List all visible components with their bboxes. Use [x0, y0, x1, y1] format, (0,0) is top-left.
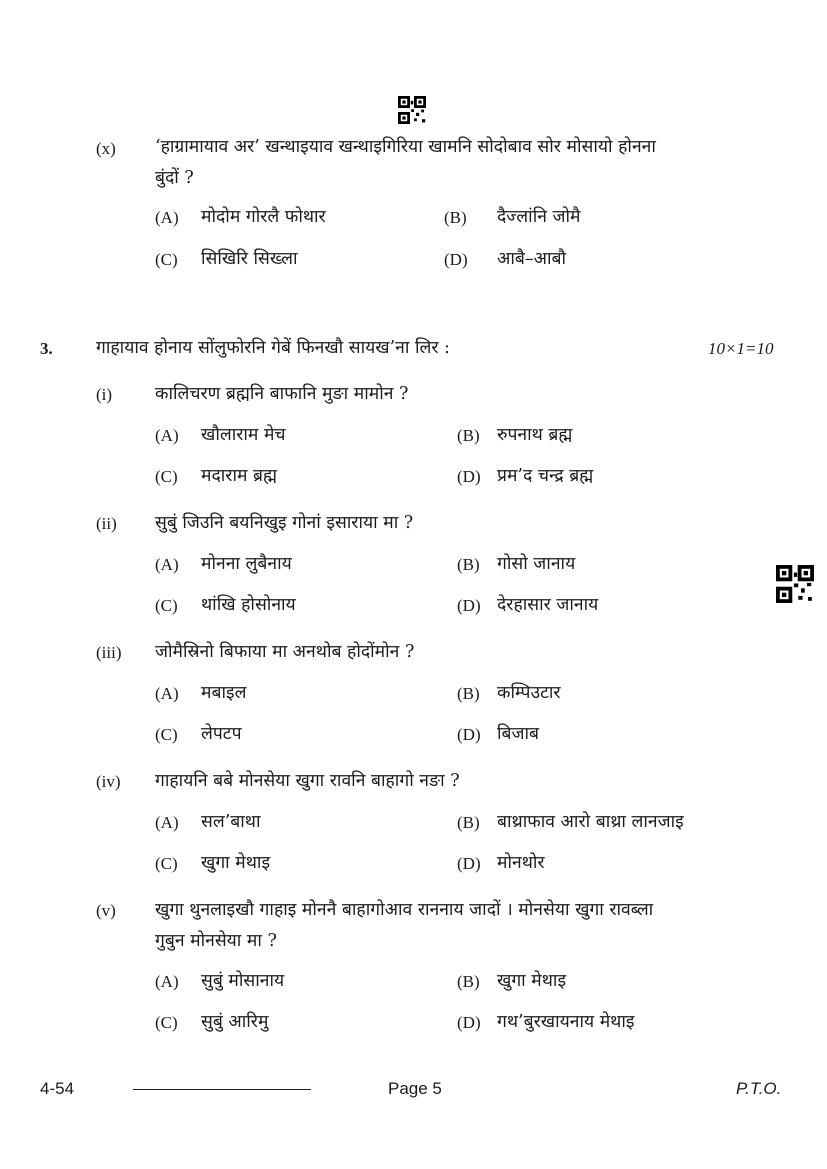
- option-text: प्रम’द चन्द्र ब्रह्म: [497, 466, 594, 486]
- option-label: (A): [155, 555, 179, 574]
- option-text: मोनना लुबैनाय: [201, 554, 292, 574]
- option-text: गोसो जानाय: [497, 554, 576, 574]
- option-label: (C): [155, 467, 178, 486]
- question-text: सुबुं जिउनि बयनिखुइ गोनां इसाराया मा ?: [155, 513, 414, 533]
- option-label: (B): [457, 972, 480, 991]
- option-label: (D): [444, 250, 468, 269]
- question-text: जोमैस्रिनो बिफाया मा अनथोब होदोंमोन ?: [155, 642, 415, 662]
- option-text: मबाइल: [201, 683, 247, 703]
- paper-code: 4-54: [40, 1079, 75, 1098]
- footer-rule: [133, 1089, 311, 1090]
- option-label: (B): [457, 555, 480, 574]
- question-number: (iv): [96, 772, 121, 791]
- option-text: आबै–आबौ: [497, 249, 567, 269]
- option-label: (C): [155, 854, 178, 873]
- option-label: (B): [457, 813, 480, 832]
- option-label: (C): [155, 250, 178, 269]
- option-label: (D): [457, 596, 481, 615]
- option-text: गथ’बुरखायनाय मेथाइ: [497, 1012, 635, 1032]
- option-text: सुबुं आरिमु: [201, 1012, 269, 1032]
- option-text: दैज्लांनि जोमै: [497, 207, 581, 227]
- section-marks: 10×1=10: [708, 339, 774, 358]
- qr-code-side-icon: [776, 565, 814, 603]
- page-number: Page 5: [388, 1079, 442, 1098]
- option-label: (D): [457, 1013, 481, 1032]
- option-text: बिजाब: [497, 724, 540, 744]
- option-text: बाथ्राफाव आरो बाथ्रा लानजाइ: [497, 812, 684, 832]
- question-text: खुगा थुनलाइखौ गाहाइ मोननै बाहागोआव राननाय जादों । मोनसेया खुगा रावब्ला: [155, 900, 654, 920]
- option-text: सिखिरि सिख्ला: [201, 249, 298, 269]
- question-text-continued: गुबुन मोनसेया मा ?: [155, 931, 277, 951]
- option-label: (B): [457, 426, 480, 445]
- option-text: लेपटप: [201, 724, 242, 744]
- option-text: मोनथोर: [497, 853, 545, 873]
- question-text: गाहायनि बबे मोनसेया खुगा रावनि बाहागो नङा ?: [155, 771, 460, 791]
- option-label: (A): [155, 426, 179, 445]
- option-text: मोदोम गोरलै फोथार: [201, 207, 326, 227]
- option-text: खौलाराम मेच: [201, 425, 286, 445]
- option-text: देरहासार जानाय: [497, 595, 599, 615]
- question-number: (i): [96, 385, 113, 404]
- option-label: (D): [457, 467, 481, 486]
- option-label: (D): [457, 854, 481, 873]
- option-label: (A): [155, 813, 179, 832]
- option-text: सल’बाथा: [201, 812, 261, 832]
- option-text: थांखि होसोनाय: [201, 595, 296, 615]
- section-number: 3.: [40, 339, 53, 358]
- pto-label: P.T.O.: [736, 1079, 782, 1098]
- question-number: (iii): [96, 643, 122, 662]
- option-label: (A): [155, 208, 179, 227]
- option-label: (C): [155, 596, 178, 615]
- option-text: रुपनाथ ब्रह्म: [497, 425, 573, 445]
- option-label: (B): [444, 208, 467, 227]
- question-text: ‘हाग्रामायाव अर’ खन्थाइयाव खन्थाइगिरिया खामनि सोदोबाव सोर मोसायो होनना: [155, 137, 656, 157]
- section-instruction: गाहायाव होनाय सोंलुफोरनि गेबें फिनखौ सायख’ना लिर :: [96, 338, 450, 358]
- option-label: (C): [155, 1013, 178, 1032]
- question-number: (v): [96, 901, 116, 920]
- option-label: (B): [457, 684, 480, 703]
- option-text: कम्पिउटार: [497, 683, 561, 703]
- question-number: (x): [96, 139, 116, 158]
- option-text: खुगा मेथाइ: [497, 971, 567, 991]
- option-label: (A): [155, 684, 179, 703]
- option-text: खुगा मेथाइ: [201, 853, 271, 873]
- option-text: सुबुं मोसानाय: [201, 971, 285, 991]
- qr-code-top-icon: [398, 96, 426, 124]
- option-label: (A): [155, 972, 179, 991]
- question-number: (ii): [96, 514, 117, 533]
- question-text: कालिचरण ब्रह्मनि बाफानि मुङा मामोन ?: [155, 384, 409, 404]
- option-label: (D): [457, 725, 481, 744]
- option-label: (C): [155, 725, 178, 744]
- question-text-continued: बुंदों ?: [155, 168, 194, 188]
- option-text: मदाराम ब्रह्म: [201, 466, 278, 486]
